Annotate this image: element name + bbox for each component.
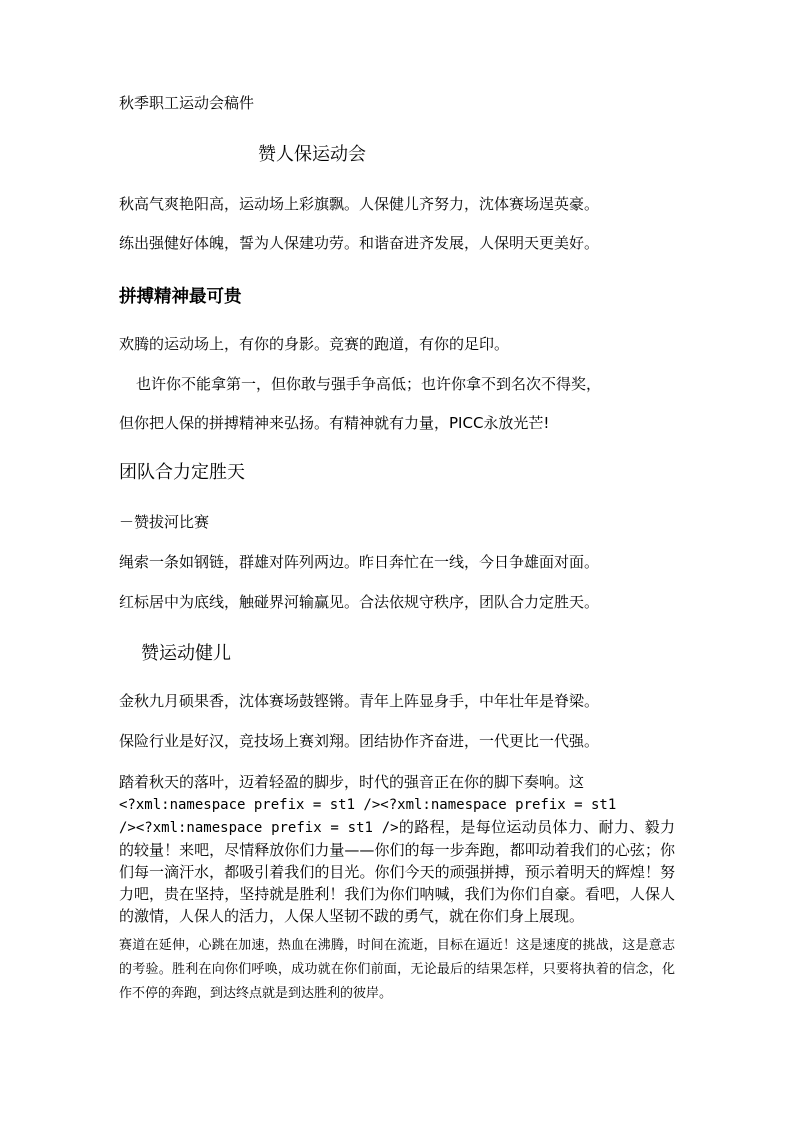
paragraph-5: [119, 771, 675, 927]
section3-subtitle: －赞拔河比赛: [119, 513, 210, 531]
section-heading-3: 团队合力定胜天: [119, 462, 245, 483]
poem3-line-2: 红标居中为底线，触碰界河输赢见。合法依规守秩序，团队合力定胜天。: [119, 593, 600, 611]
poem3-line-1: 绳索一条如钢链，群雄对阵列两边。昨日奔忙在一线，今日争雄面对面。: [119, 553, 600, 571]
xml-namespace-line-1: <?xml:namespace prefix = st1 /><?xml:namespace prefix = st1: [119, 797, 617, 813]
section2-line-2: 也许你不能拿第一，但你敢与强手争高低；也许你拿不到名次不得奖，: [136, 375, 602, 393]
poem1-line-2: 练出强健好体魄，誓为人保建功劳。和谐奋进齐发展，人保明天更美好。: [119, 234, 600, 252]
xml-namespace-line-2: /><?xml:namespace prefix = st1 />: [119, 820, 399, 836]
section2-line-1: 欢腾的运动场上，有你的身影。竞赛的跑道，有你的足印。: [119, 335, 510, 353]
paragraph-5-intro: 踏着秋天的落叶，迈着轻盈的脚步，时代的强音正在你的脚下奏响。这: [119, 773, 585, 791]
paragraph-5-body: 的路程，是每位运动员体力、耐力、毅力的较量！来吧，尽情释放你们力量——你们的每一步奔跑，都叩动着我们的心弦；你们每一滴汗水，都吸引着我们的目光。你们今天的顽强拼搏，预示着明天的辉煌！努力吧，贵在坚持，坚持就是胜利！我们为你们呐喊，我们为你们自豪。看吧，人保人的激情，人保人的活力，人保人坚韧不跋的勇气，就在你们身上展现。: [119, 818, 675, 925]
poem1-line-1: 秋高气爽艳阳高，运动场上彩旗飘。人保健儿齐努力，沈体赛场逞英豪。: [119, 195, 600, 213]
section2-line-3: 但你把人保的拼搏精神来弘扬。有精神就有力量，PICC永放光芒!: [119, 414, 550, 432]
poem4-line-2: 保险行业是好汉，竞技场上赛刘翔。团结协作齐奋进，一代更比一代强。: [119, 732, 600, 750]
section-heading-2: 拼搏精神最可贵: [119, 287, 242, 307]
poem-title-1: 赞人保运动会: [258, 144, 366, 165]
poem-title-4: 赞运动健儿: [141, 643, 231, 664]
poem4-line-1: 金秋九月硕果香，沈体赛场鼓铿锵。青年上阵显身手，中年壮年是脊梁。: [119, 692, 600, 710]
document-header: 秋季职工运动会稿件: [119, 94, 255, 112]
paragraph-6: 赛道在延伸，心跳在加速，热血在沸腾，时间在流逝，目标在逼近！这是速度的挑战，这是意志的考验。胜利在向你们呼唤，成功就在你们前面，无论最后的结果怎样，只要将执着的信念，化作不停的奔跑，到达终点就是到达胜利的彼岸。: [119, 938, 675, 1001]
